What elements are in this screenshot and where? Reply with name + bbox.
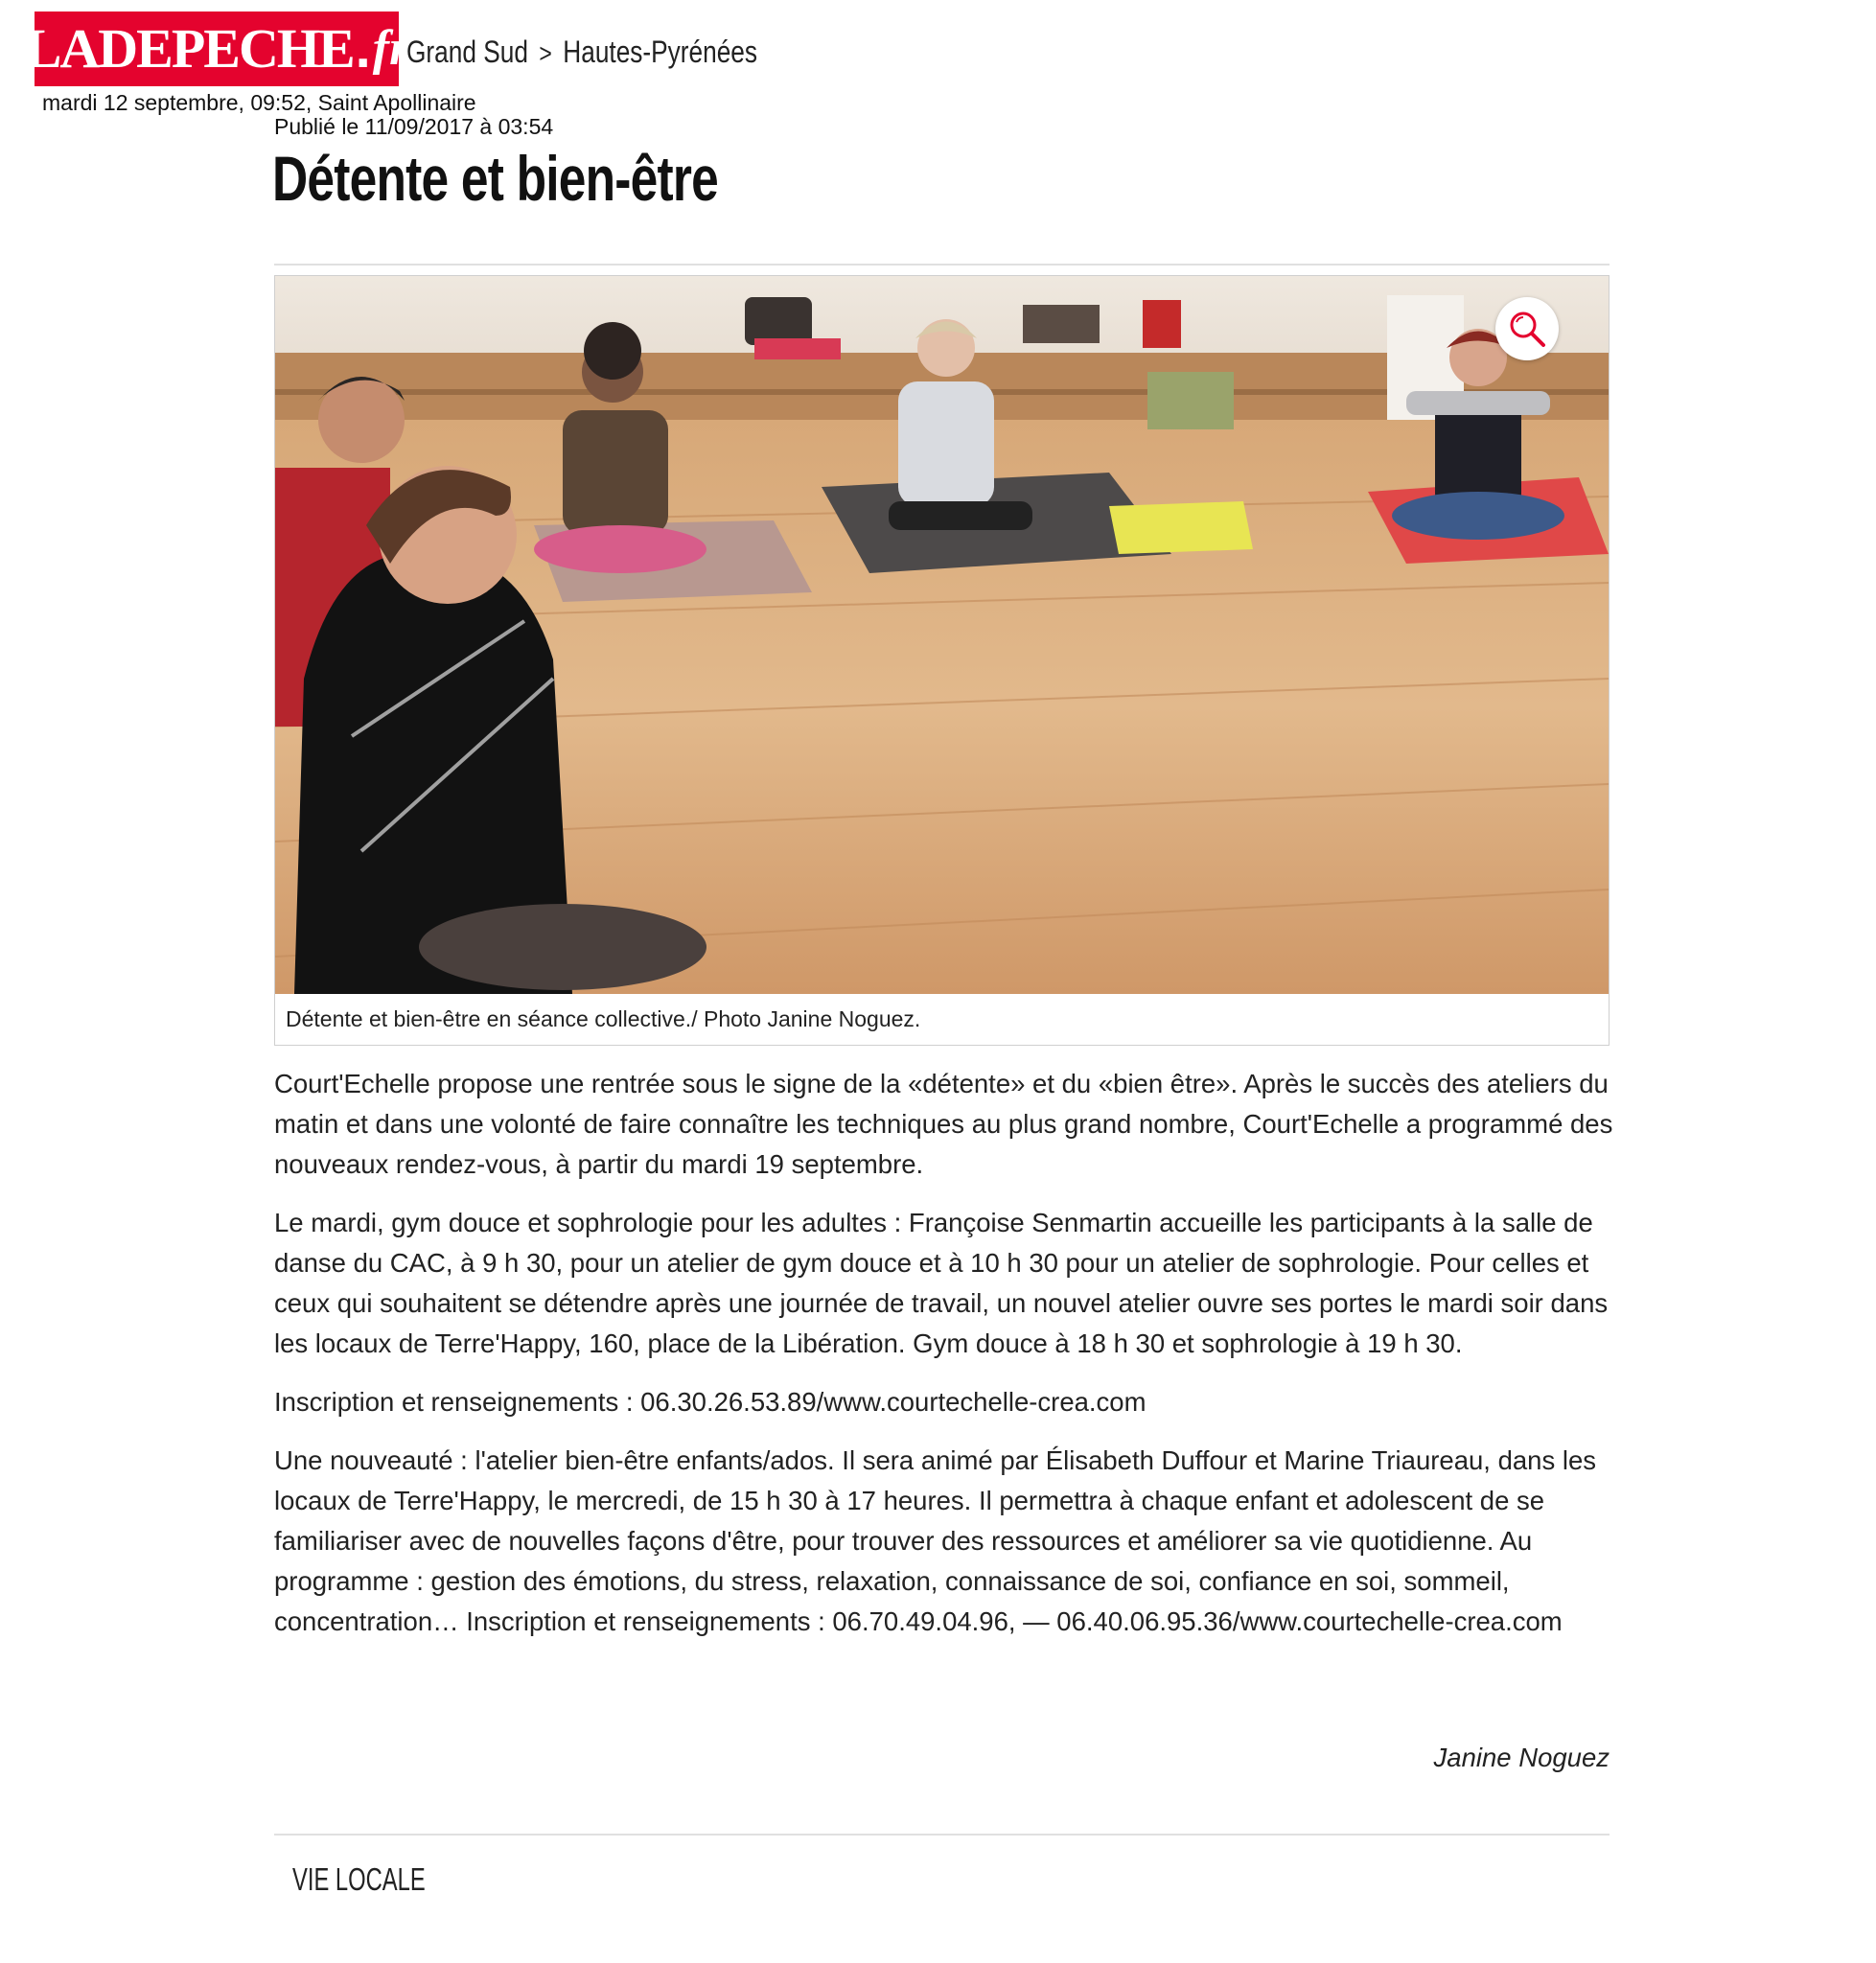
logo-dot: . — [355, 17, 371, 80]
magnifier-icon — [1506, 308, 1548, 350]
divider-bottom — [274, 1834, 1610, 1836]
dateline: mardi 12 septembre, 09:52, Saint Apollinaire — [42, 90, 476, 115]
article-photo[interactable] — [275, 276, 1609, 994]
article-figure — [274, 275, 1610, 1046]
image-caption: Détente et bien-être en séance collective./ Photo Janine Noguez. — [286, 1006, 921, 1031]
logo-wordmark: LADEPECHE — [24, 17, 354, 80]
paragraph-4: Une nouveauté : l'atelier bien-être enfants/ados. Il sera animé par Élisabeth Duffour et Marine Triaureau, dans les locaux de Terre'Happy, le mercredi, de 15 h 30 à 17 heures. Il permettra à chaque enfant et adolescent de se familiariser avec de nouvelles façons d'être, pour trouver des ressources et améliorer sa vie quotidienne. Au programme : gestion des émotions, du stress, relaxation, connaissance de soi, confiance en soi, sommeil, concentration… Inscription et renseignements : 06.70.49.04.96, — 06.40.06.95.36/www.courtechelle-crea.com — [274, 1445, 1597, 1636]
breadcrumb — [406, 35, 757, 70]
breadcrumb-item-grand-sud[interactable]: Grand Sud — [406, 35, 528, 69]
article-body — [274, 1064, 1616, 1660]
site-logo[interactable] — [24, 12, 409, 86]
logo-suffix: fr — [372, 21, 409, 76]
published-date: Publié le 11/09/2017 à 03:54 — [274, 114, 554, 139]
paragraph-1: Court'Echelle propose une rentrée sous le signe de la «détente» et du «bien être». Après le succès des ateliers du matin et dans une volonté de faire connaître les techniques au plus grand nombre, Court'Echelle a programmé des nouveaux rendez-vous, à partir du mardi 19 septembre. — [274, 1069, 1613, 1179]
paragraph-3: Inscription et renseignements : 06.30.26.53.89/www.courtechelle-crea.com — [274, 1387, 1146, 1417]
divider-top — [274, 264, 1610, 266]
tag-vie-locale[interactable]: VIE LOCALE — [292, 1861, 426, 1897]
breadcrumb-separator: > — [539, 38, 552, 68]
paragraph-2: Le mardi, gym douce et sophrologie pour les adultes : Françoise Senmartin accueille les participants à la salle de danse du CAC, à 9 h 30, pour un atelier de gym douce et à 10 h 30 pour un atelier de sophrologie. Pour celles et ceux qui souhaitent se détendre après une journée de travail, un nouvel atelier ouvre ses portes le mardi soir dans les locaux de Terre'Happy, 160, place de la Libération. Gym douce à 18 h 30 et sophrologie à 19 h 30. — [274, 1208, 1609, 1358]
zoom-button[interactable] — [1495, 297, 1559, 360]
article-title: Détente et bien-être — [272, 143, 718, 214]
breadcrumb-item-hautes-pyrenees[interactable]: Hautes-Pyrénées — [563, 35, 758, 69]
article-author: Janine Noguez — [1433, 1743, 1610, 1772]
